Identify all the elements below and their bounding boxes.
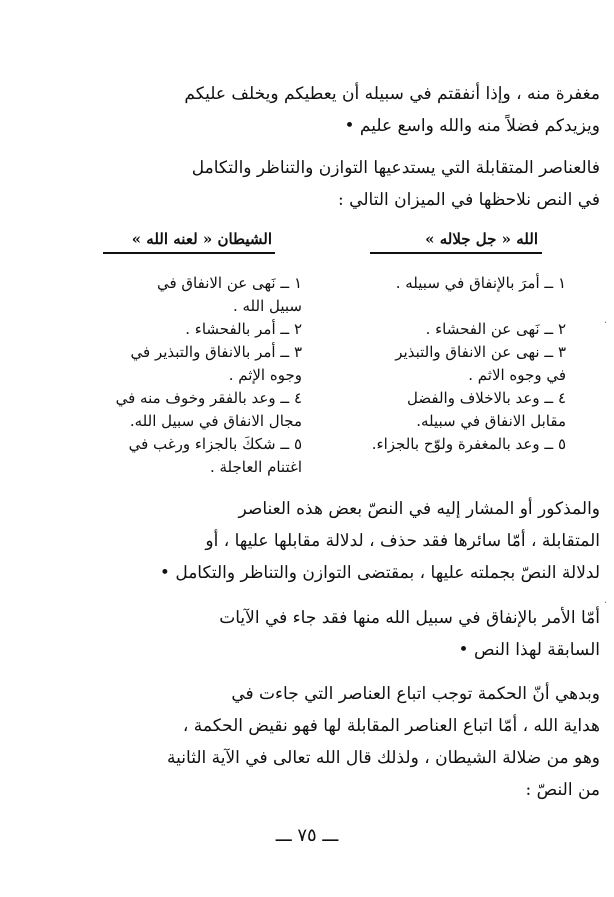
right-item-4-line-2: مقابل الانفاق في سبيله.	[416, 412, 566, 430]
paragraph-2-line-2: في النص نلاحظها في الميزان التالي :	[338, 190, 600, 210]
paragraph-4-line-1: أمّا الأمر بالإنفاق في سبيل الله منها فقد جاء في الآيات	[219, 608, 600, 628]
right-item-5	[336, 433, 566, 456]
left-header-underline	[103, 252, 275, 254]
paragraph-4	[58, 602, 600, 666]
right-item-1	[336, 272, 566, 318]
right-column-header: الله « جل جلاله »	[425, 230, 538, 248]
paragraph-3-line-3: لدلالة النصّ بجملته عليها ، بمقتضى التوازن والتناظر والتكامل •	[159, 563, 600, 583]
right-column-list	[336, 272, 566, 456]
left-item-5-line-1: ٥ ــ شككَ بالجزاء ورغب في	[128, 435, 302, 453]
left-item-5	[92, 433, 302, 479]
right-item-1-line-1: ١ ــ أمرَ بالإنفاق في سبيله .	[395, 274, 566, 292]
right-item-2-line-1: ٢ ــ نَهى عن الفحشاء .	[425, 320, 566, 338]
paragraph-4-line-2: السابقة لهذا النص •	[458, 640, 600, 660]
margin-mark: ·	[604, 598, 608, 609]
left-item-4	[92, 387, 302, 433]
left-item-1-line-1: ١ ــ نَهى عن الانفاق في	[156, 274, 302, 292]
margin-mark: ·	[604, 318, 608, 329]
left-item-2	[92, 318, 302, 341]
paragraph-3-line-1: والمذكور أو المشار إليه في النصّ بعض هذه العناصر	[238, 499, 600, 519]
paragraph-5-line-1: وبدهي أنّ الحكمة توجب اتباع العناصر التي جاءت في	[231, 684, 600, 704]
right-item-4	[336, 387, 566, 433]
paragraph-1-line-1: مغفرة منه ، وإذا أنفقتم في سبيله أن يعطيكم ويخلف عليكم	[184, 84, 600, 104]
left-item-1-line-2: سبيل الله .	[232, 297, 302, 315]
left-item-1	[92, 272, 302, 318]
left-item-3-line-2: وجوه الإثم .	[228, 366, 302, 384]
left-item-3	[92, 341, 302, 387]
right-item-4-line-1: ٤ ــ وعد بالاخلاف والفضل	[407, 389, 566, 407]
left-item-5-line-2: اغتنام العاجلة .	[209, 458, 302, 476]
paragraph-3	[58, 493, 600, 589]
paragraph-1	[58, 78, 600, 142]
right-item-2	[336, 318, 566, 341]
left-item-2-line-1: ٢ ــ أمر بالفحشاء .	[185, 320, 302, 338]
paragraph-5-line-2: هداية الله ، أمّا اتباع العناصر المقابلة لها فهو نقيض الحكمة ،	[182, 716, 600, 736]
paragraph-5-line-3: وهو من ضلالة الشيطان ، ولذلك قال الله تعالى في الآية الثانية	[167, 748, 600, 768]
paragraph-2	[58, 152, 600, 216]
left-item-4-line-2: مجال الانفاق في سبيل الله.	[129, 412, 302, 430]
page-number: ـــ ٧٥ ـــ	[275, 825, 339, 846]
left-item-4-line-1: ٤ ــ وعد بالفقر وخوف منه في	[115, 389, 302, 407]
left-column-list	[92, 272, 302, 479]
right-item-3-line-2: في وجوه الاثم .	[468, 366, 566, 384]
right-header-underline	[370, 252, 542, 254]
right-item-3	[336, 341, 566, 387]
left-column-header: الشيطان « لعنه الله »	[131, 230, 272, 248]
paragraph-2-line-1: فالعناصر المتقابلة التي يستدعيها التوازن والتناظر والتكامل	[191, 158, 600, 178]
paragraph-3-line-2: المتقابلة ، أمّا سائرها فقد حذف ، لدلالة مقابلها عليها ، أو	[205, 531, 600, 551]
paragraph-5	[58, 678, 600, 806]
left-item-3-line-1: ٣ ــ أمر بالانفاق والتبذير في	[130, 343, 302, 361]
paragraph-1-line-2: ويزيدكم فضلاً منه والله واسع عليم •	[344, 116, 600, 136]
right-item-3-line-1: ٣ ــ نهى عن الانفاق والتبذير	[395, 343, 566, 361]
paragraph-5-line-4: من النصّ :	[525, 780, 600, 800]
right-item-5-line-1: ٥ ــ وعد بالمغفرة ولوّح بالجزاء.	[371, 435, 566, 453]
